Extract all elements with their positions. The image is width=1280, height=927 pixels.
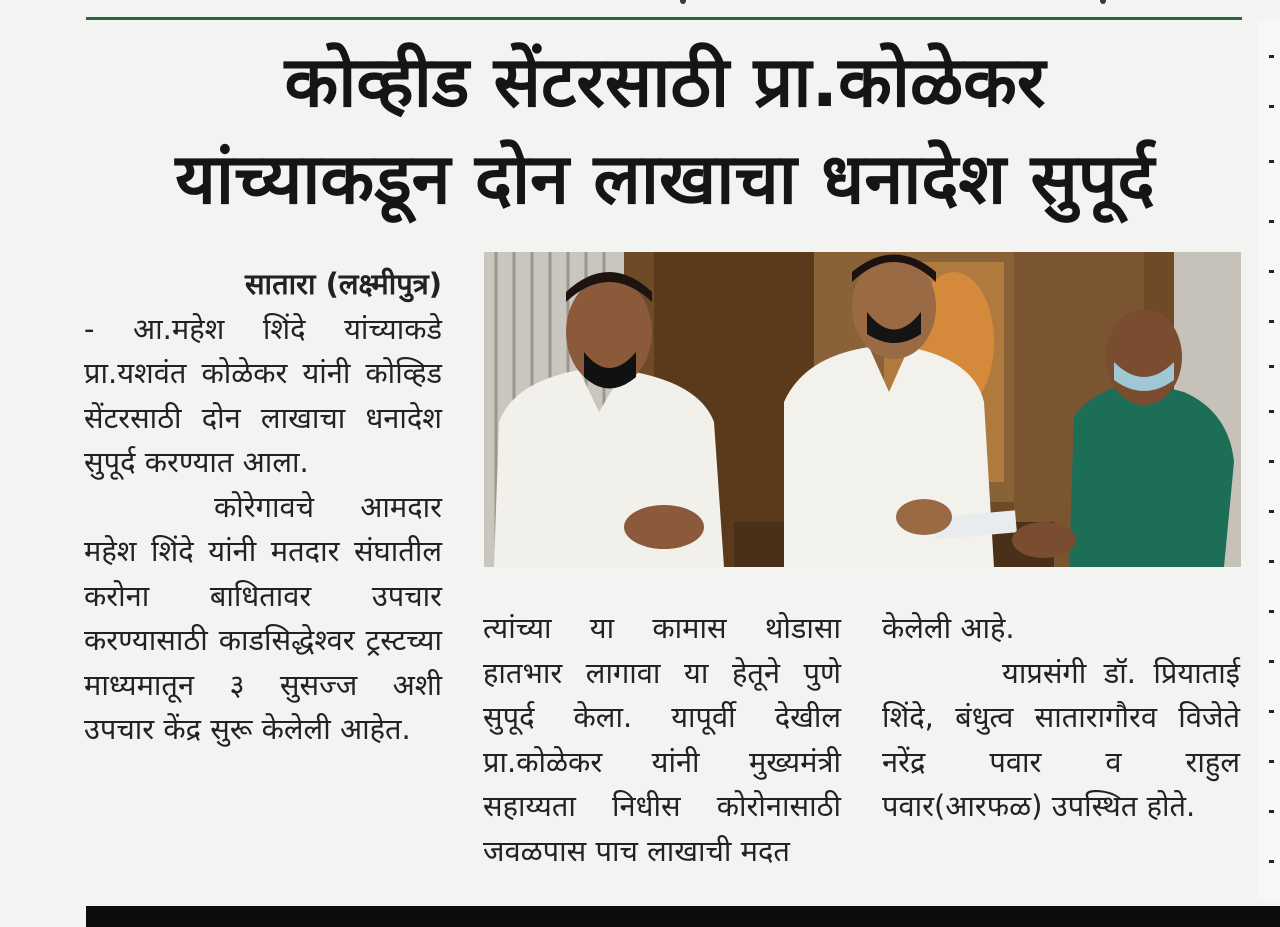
dateline: सातारा (लक्ष्मीपुत्र) (244, 267, 442, 301)
paragraph-1: - आ.महेश शिंदे यांच्याकडे प्रा.यशवंत कोळेकर यांनी कोव्हिड सेंटरसाठी दोन लाखाचा धनादेश सुपूर्द करण्यात आला. (84, 311, 442, 479)
column-2 (483, 606, 841, 873)
column-3 (882, 606, 1240, 829)
top-cropped-text (90, 0, 1240, 8)
column-1 (84, 262, 442, 752)
news-photo (484, 252, 1241, 567)
paragraph-4: केलेली आहे. (882, 611, 1015, 645)
headline (60, 34, 1270, 228)
paragraph-5: याप्रसंगी डॉ. प्रियाताई शिंदे, बंधुत्व सातारागौरव विजेते नरेंद्र पवार व राहुल पवार(आरफळ) उपस्थित होते. (882, 655, 1240, 823)
headline-line-1: कोव्हीड सेंटरसाठी प्रा.कोळेकर (284, 41, 1046, 123)
bottom-rule (86, 906, 1280, 927)
paragraph-2: कोरेगावचे आमदार महेश शिंदे यांनी मतदार संघातील करोना बाधितावर उपचार करण्यासाठी काडसिद्धेश्वर ट्रस्टच्या माध्यमातून ३ सुसज्ज अशी उपचार केंद्र सुरू केलेली आहेत. (84, 489, 442, 746)
header-rule (86, 17, 1242, 20)
headline-line-2: यांच्याकडून दोन लाखाचा धनादेश सुपूर्द (175, 138, 1155, 220)
paragraph-3: त्यांच्या या कामास थोडासा हातभार लागावा या हेतूने पुणे सुपूर्द केला. यापूर्वी देखील प्रा.कोळेकर यांनी मुख्यमंत्री सहाय्यता निधीस कोरोनासाठी जवळपास पाच लाखाची मदत (483, 611, 841, 868)
